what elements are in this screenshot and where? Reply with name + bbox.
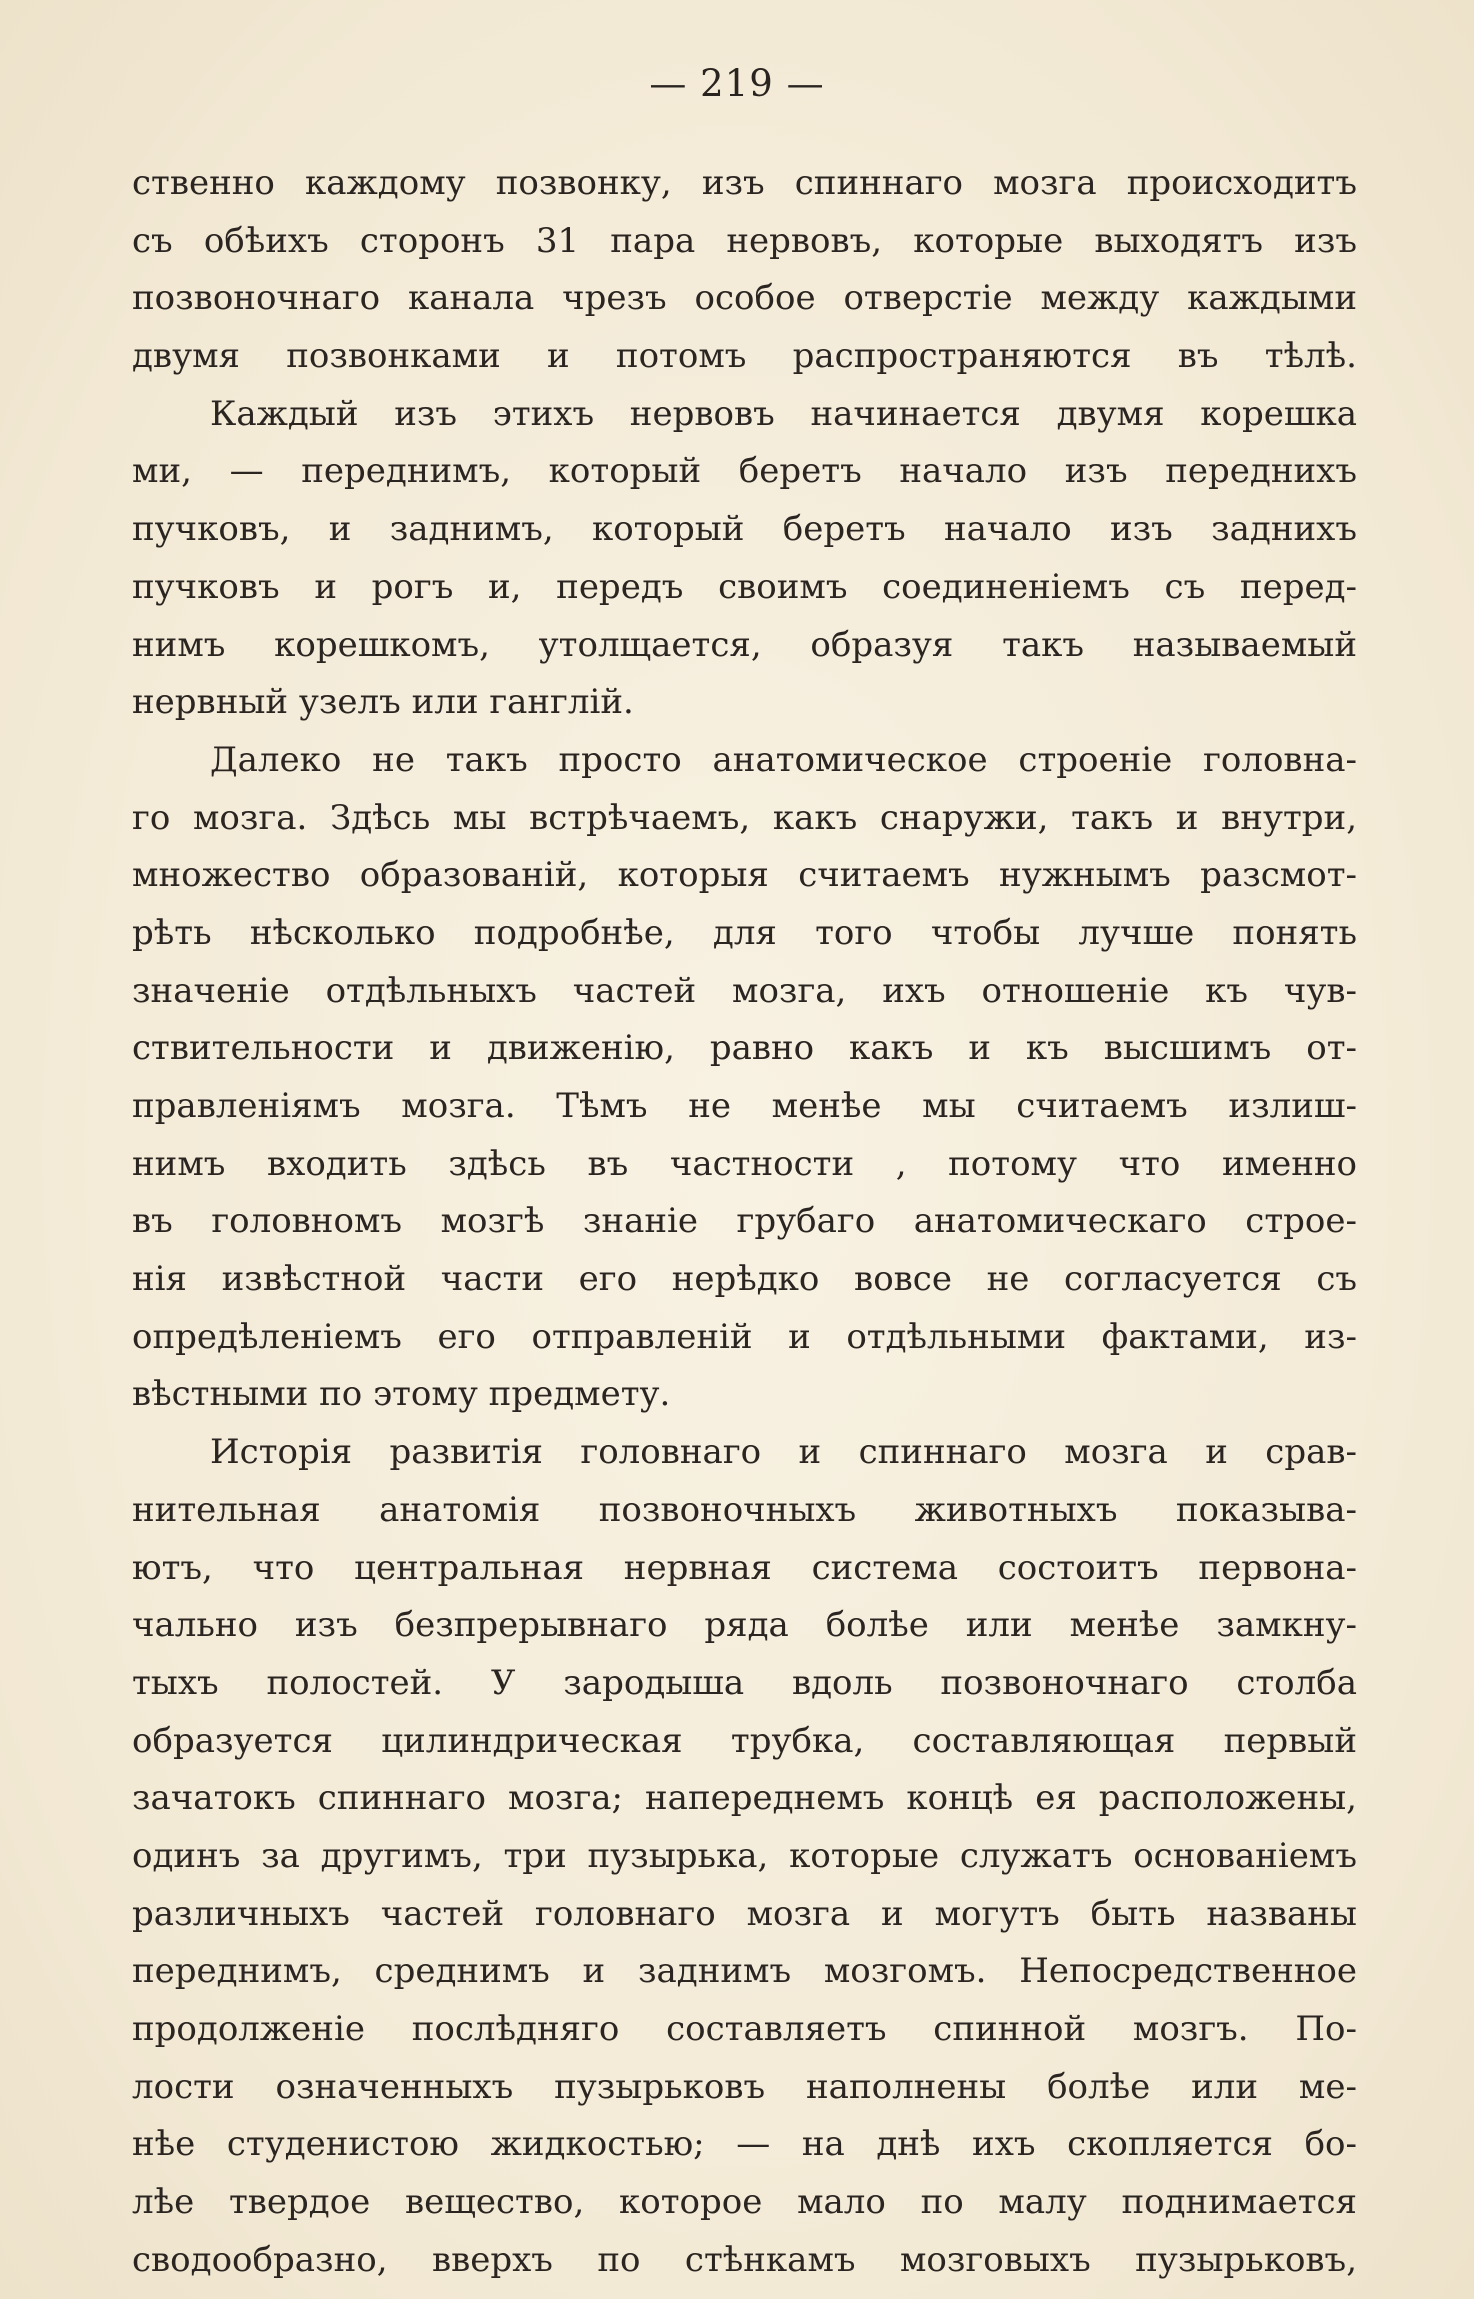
text-line: пучковъ и рогъ и, передъ своимъ соединеніемъ съ перед-: [132, 566, 1357, 607]
text-line: нервный узелъ или ганглій.: [132, 682, 634, 723]
text-line: лѣе твердое вещество, которое мало по малу поднимается: [132, 2182, 1357, 2223]
text-line: чально изъ безпрерывнаго ряда болѣе или менѣе замкну-: [132, 1605, 1357, 1646]
text-line: нимъ входить здѣсь въ частности , потому что именно: [132, 1143, 1357, 1184]
page-text: [132, 155, 1357, 2289]
text-line: позвоночнаго канала чрезъ особое отверстіе между каждыми: [132, 278, 1357, 319]
text-line: зачатокъ спиннаго мозга; напереднемъ концѣ ея расположены,: [132, 1778, 1357, 1819]
text-line: переднимъ, среднимъ и заднимъ мозгомъ. Непосредственное: [132, 1951, 1357, 1992]
text-line: ютъ, что центральная нервная система состоитъ первона-: [132, 1547, 1357, 1588]
text-line: различныхъ частей головнаго мозга и могутъ быть названы: [132, 1893, 1357, 1934]
text-line: Далеко не такъ просто анатомическое строеніе головна-: [210, 739, 1357, 780]
text-line: го мозга. Здѣсь мы встрѣчаемъ, какъ снаружи, такъ и внутри,: [132, 797, 1357, 838]
text-line: нія извѣстной части его нерѣдко вовсе не согласуется съ: [132, 1259, 1357, 1300]
text-line: сводообразно, вверхъ по стѣнкамъ мозговыхъ пузырьковъ,: [132, 2239, 1357, 2280]
text-line: Каждый изъ этихъ нервовъ начинается двумя корешка: [210, 393, 1357, 434]
text-line: двумя позвонками и потомъ распространяются въ тѣлѣ.: [132, 336, 1357, 377]
text-line: Исторія развитія головнаго и спиннаго мозга и срав-: [210, 1432, 1357, 1473]
text-line: одинъ за другимъ, три пузырька, которые служатъ основаніемъ: [132, 1835, 1357, 1876]
text-line: правленіямъ мозга. Тѣмъ не менѣе мы считаемъ излиш-: [132, 1086, 1357, 1126]
page-number: — 219 —: [649, 62, 825, 105]
text-line: ми, — переднимъ, который беретъ начало изъ переднихъ: [132, 451, 1357, 492]
text-line: нительная анатомія позвоночныхъ животныхъ показыва-: [132, 1489, 1357, 1530]
text-line: въ головномъ мозгѣ знаніе грубаго анатомическаго строе-: [132, 1201, 1357, 1242]
text-line: нѣе студенистою жидкостью; — на днѣ ихъ скопляется бо-: [132, 2124, 1357, 2165]
text-line: образуется цилиндрическая трубка, составляющая первый: [132, 1720, 1357, 1761]
text-line: лости означенныхъ пузырьковъ наполнены болѣе или ме-: [132, 2066, 1357, 2107]
text-line: ствительности и движенію, равно какъ и къ высшимъ от-: [132, 1028, 1357, 1069]
text-line: тыхъ полостей. У зародыша вдоль позвоночнаго столба: [132, 1662, 1357, 1703]
text-line: пучковъ, и заднимъ, который беретъ начало изъ заднихъ: [132, 509, 1357, 550]
text-line: нимъ корешкомъ, утолщается, образуя такъ называемый: [132, 624, 1357, 665]
text-line: рѣть нѣсколько подробнѣе, для того чтобы лучше понять: [132, 912, 1357, 953]
text-line: множество образованій, которыя считаемъ нужнымъ разсмот-: [132, 855, 1357, 896]
text-line: опредѣленіемъ его отправленій и отдѣльными фактами, из-: [132, 1316, 1357, 1357]
text-line: вѣстными по этому предмету.: [132, 1374, 671, 1415]
text-line: ственно каждому позвонку, изъ спиннаго мозга происходитъ: [132, 163, 1357, 203]
text-line: съ обѣихъ сторонъ 31 пара нервовъ, которые выходятъ изъ: [132, 220, 1357, 261]
text-line: продолженіе послѣдняго составляетъ спинной мозгъ. По-: [132, 2009, 1357, 2049]
text-line: значеніе отдѣльныхъ частей мозга, ихъ отношеніе къ чув-: [132, 970, 1357, 1011]
